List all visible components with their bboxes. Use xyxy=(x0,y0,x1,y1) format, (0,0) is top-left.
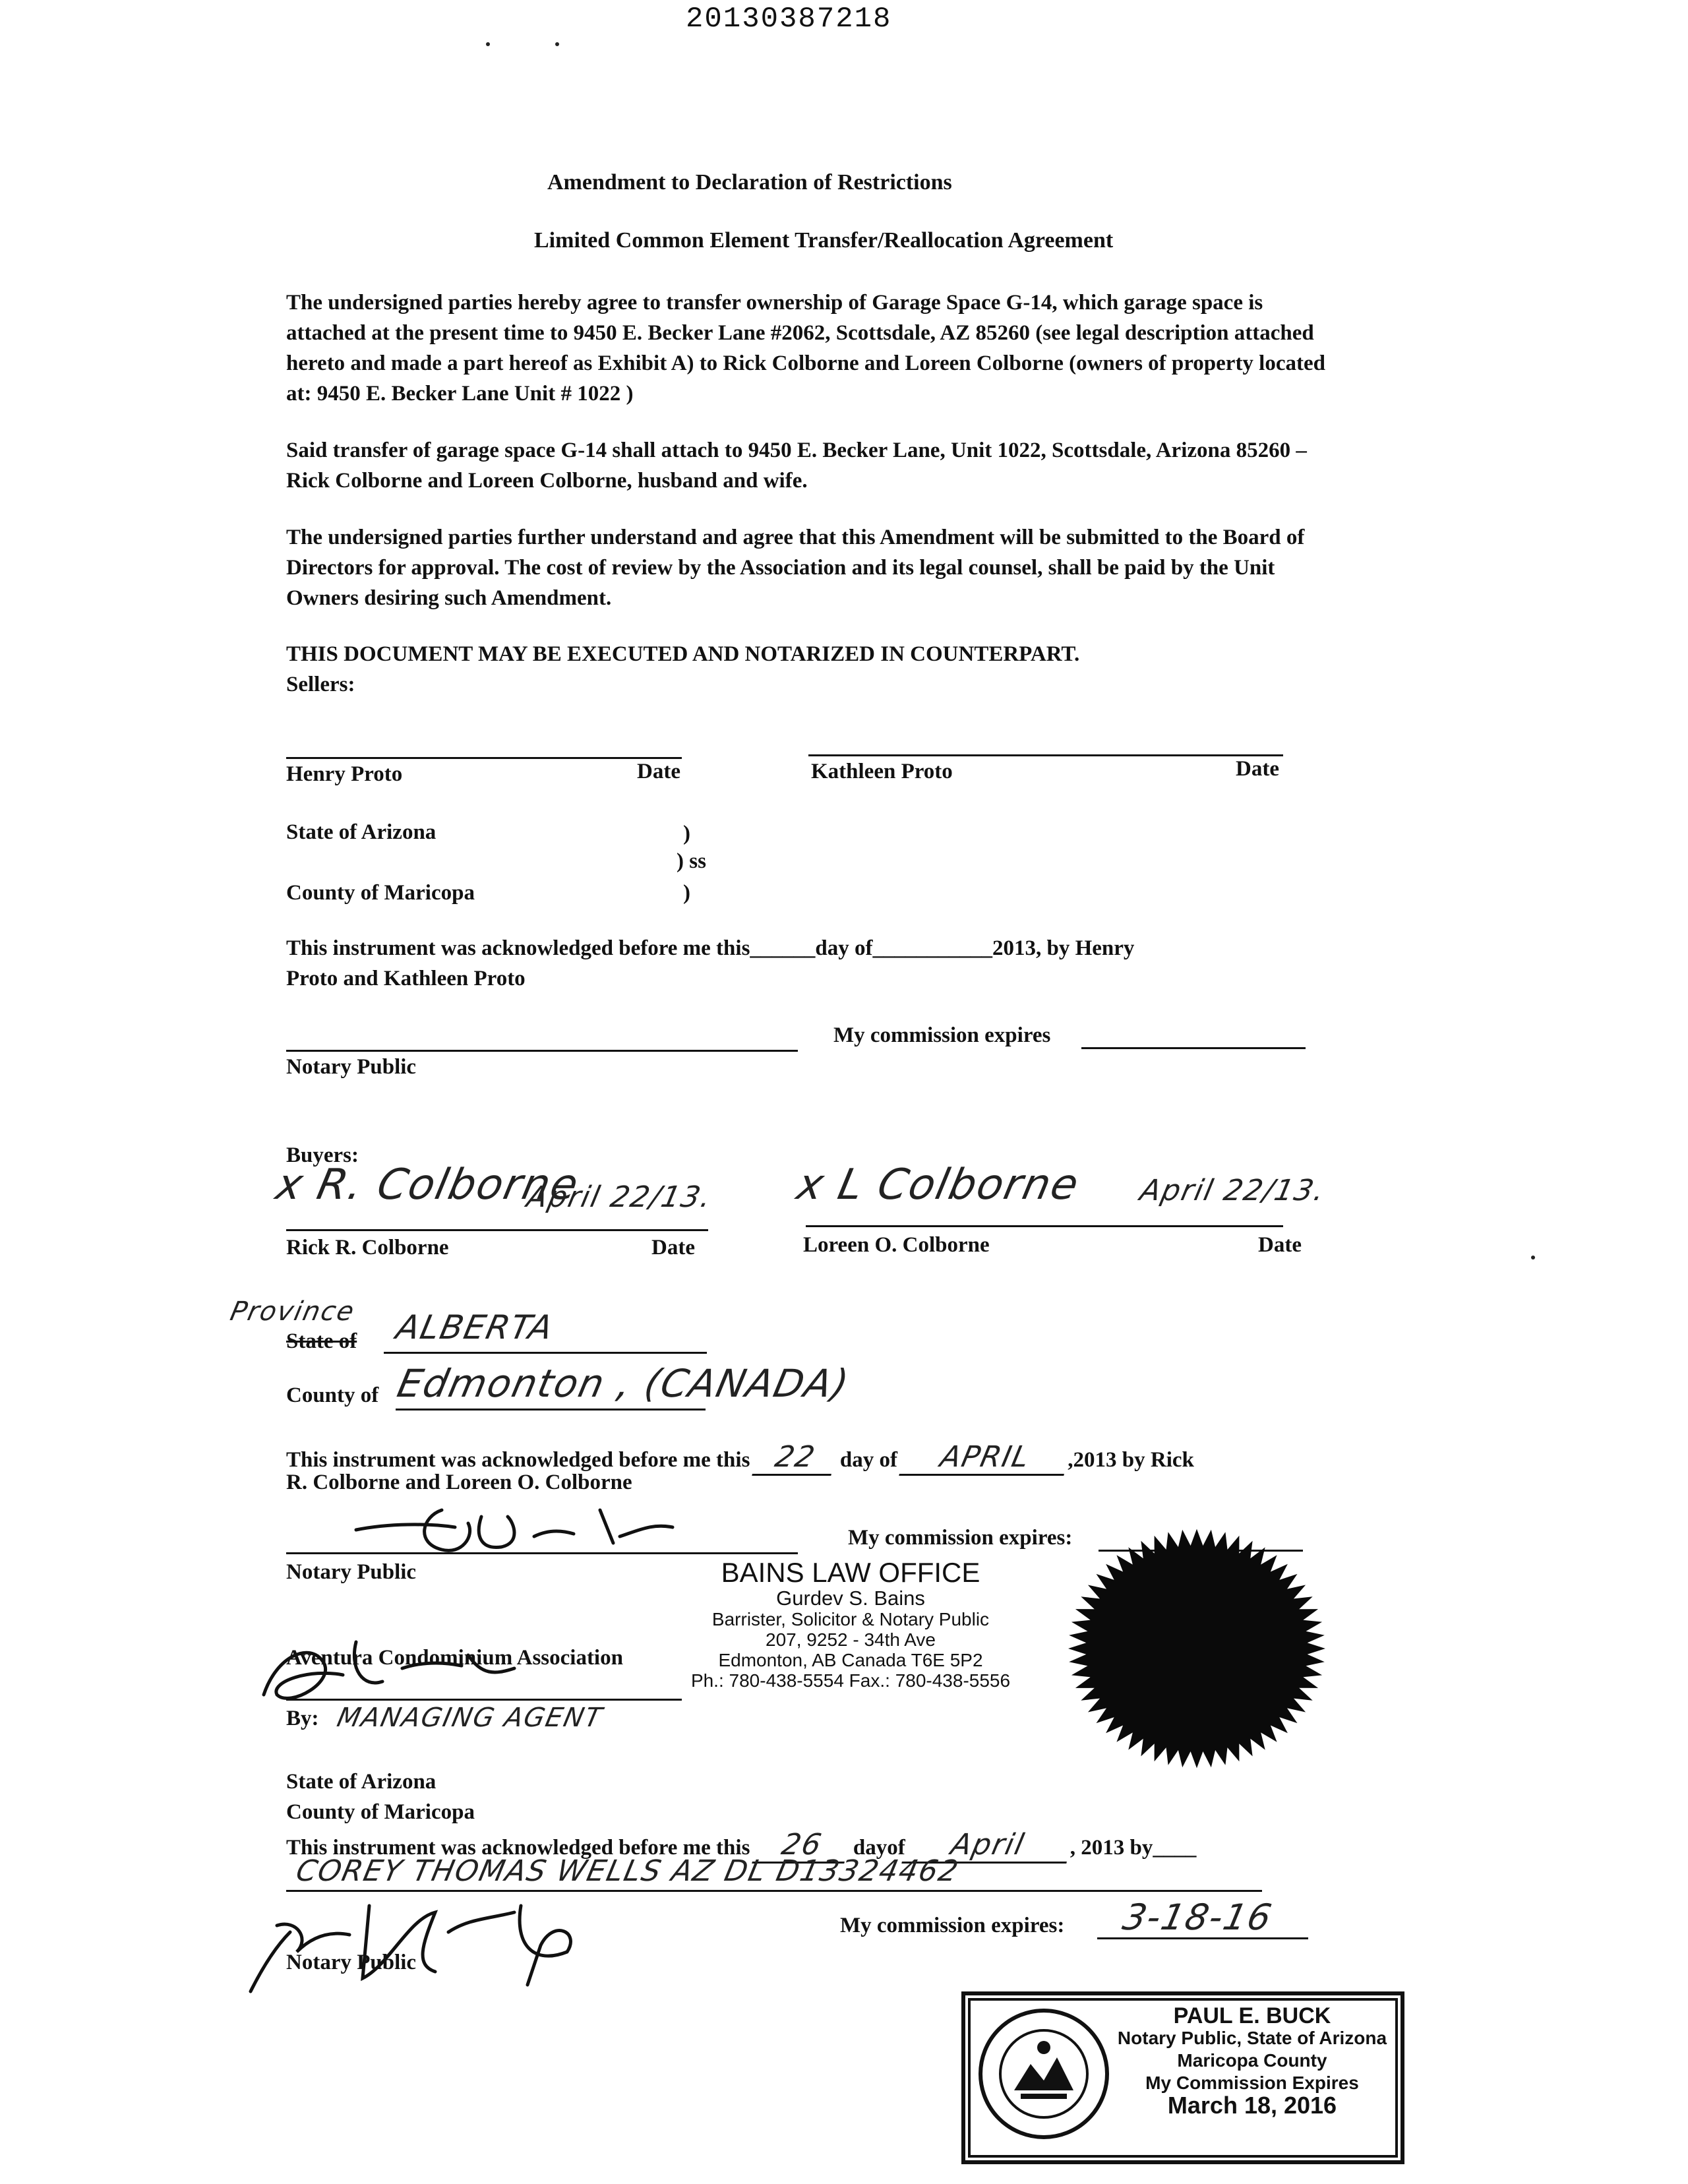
document-subtitle: Limited Common Element Transfer/Reallocation Agreement xyxy=(534,228,1114,253)
seller1-name: Henry Proto xyxy=(286,762,403,786)
buyers-county-value: Edmonton , (CANADA) xyxy=(393,1361,854,1406)
association-county: County of Maricopa xyxy=(286,1800,475,1824)
seller1-signature-line xyxy=(286,757,682,759)
office-phone: Ph.: 780-438-5554 Fax.: 780-438-5556 xyxy=(690,1670,1011,1691)
buyer1-name: Rick R. Colborne xyxy=(286,1236,449,1259)
office-name: BAINS LAW OFFICE xyxy=(721,1557,980,1588)
ack-text: dayof xyxy=(853,1836,905,1860)
association-signature-line xyxy=(286,1699,682,1701)
sellers-notary-label: Notary Public xyxy=(286,1055,417,1079)
buyer2-signature xyxy=(793,1161,1084,1209)
buyers-state-value: ALBERTA xyxy=(392,1308,558,1347)
association-notary-label: Notary Public xyxy=(286,1951,417,1974)
scan-speck xyxy=(555,42,559,46)
buyers-county-label: County of xyxy=(286,1383,379,1407)
sellers-acknowledgment-names: Proto and Kathleen Proto xyxy=(286,967,526,990)
notary-name: PAUL E. BUCK xyxy=(1173,2003,1331,2028)
notary-title: Notary Public, State of Arizona xyxy=(1117,2028,1387,2048)
buyers-commission-label: My commission expires: xyxy=(848,1526,1073,1550)
ack-day: 22 xyxy=(752,1440,838,1476)
notary-county: Maricopa County xyxy=(1177,2050,1327,2071)
association-by-label xyxy=(286,1707,319,1731)
ack-day: 26 xyxy=(752,1828,851,1864)
venue-ss: ) ss xyxy=(677,849,706,873)
association-by-handwritten: MANAGING AGENT xyxy=(334,1703,606,1733)
office-notary-name: Gurdev S. Bains xyxy=(776,1587,925,1610)
seller2-name: Kathleen Proto xyxy=(811,760,953,783)
venue-paren: ) xyxy=(683,881,690,905)
state-word: State of xyxy=(286,1329,357,1353)
ack-text: This instrument was acknowledged before me this xyxy=(286,1448,750,1472)
office-notary-title: Barrister, Solicitor & Notary Public xyxy=(711,1609,990,1629)
sellers-commission-label: My commission expires xyxy=(833,1023,1051,1047)
buyer1-date-label: Date xyxy=(651,1236,695,1259)
buyers-notary-signature-line xyxy=(286,1552,798,1554)
association-state: State of Arizona xyxy=(286,1770,437,1794)
office-address-line2: Edmonton, AB Canada T6E 5P2 xyxy=(718,1650,983,1670)
signature-mark: x xyxy=(793,1161,829,1209)
signature-mark: x xyxy=(272,1161,309,1209)
notary-commission-label: My Commission Expires xyxy=(1145,2073,1359,2093)
ack-text: day of xyxy=(839,1448,898,1472)
association-commission-label: My commission expires: xyxy=(840,1914,1065,1937)
venue-paren: ) xyxy=(683,822,690,845)
ack-text: ,2013 by Rick xyxy=(1068,1448,1194,1472)
seller2-date-label: Date xyxy=(1236,757,1279,781)
sellers-state: State of Arizona xyxy=(286,820,437,844)
association-label: Aventura Condominium Association xyxy=(286,1646,623,1670)
paragraph-attach: Said transfer of garage space G-14 shall attach to 9450 E. Becker Lane, Unit 1022, Scottsdale, Arizona 85260 – Rick Colborne and Loreen Colborne, husband and wife. xyxy=(286,439,1307,493)
notary-commission-date: March 18, 2016 xyxy=(1167,2092,1337,2119)
scan-speck xyxy=(486,42,490,46)
buyer2-signature-date: April 22/13. xyxy=(1137,1174,1329,1207)
buyer2-signature-line xyxy=(806,1225,1283,1227)
buyers-county-line xyxy=(396,1409,706,1410)
by-text: By: xyxy=(286,1707,319,1730)
document-number: 20130387218 xyxy=(686,3,892,36)
paragraph-transfer: The undersigned parties hereby agree to transfer ownership of Garage Space G-14, which garage space is attached at the present time to 9450 E. Becker Lane #2062, Scottsdale, AZ 85260 (see legal description attached hereto and made a part hereof as Exhibit A) to Rick Colborne and Loreen Colborne (owners of property located at: 9450 E. Becker Lane Unit # 1022 ) xyxy=(286,291,1325,406)
province-handwritten: Province xyxy=(227,1296,358,1327)
ack-text: , 2013 by____ xyxy=(1070,1836,1197,1860)
signature-text: L Colborne xyxy=(833,1161,1084,1209)
state-seal-icon xyxy=(975,2005,1113,2143)
association-notary-signature xyxy=(237,1893,646,1998)
association-person-line xyxy=(286,1890,1262,1892)
counterpart-notice: THIS DOCUMENT MAY BE EXECUTED AND NOTARIZED IN COUNTERPART. xyxy=(286,642,1080,666)
sellers-commission-line xyxy=(1081,1047,1306,1049)
association-commission-line xyxy=(1097,1937,1308,1939)
buyer1-signature-date: April 22/13. xyxy=(524,1180,715,1214)
sellers-county: County of Maricopa xyxy=(286,881,475,905)
office-address-line1: 207, 9252 - 34th Ave xyxy=(766,1629,936,1650)
notary-embossed-seal xyxy=(1055,1517,1339,1780)
association-signature xyxy=(251,1629,528,1714)
buyer2-name: Loreen O. Colborne xyxy=(803,1233,990,1257)
association-commission-date: 3-18-16 xyxy=(1119,1896,1277,1938)
buyers-notary-label: Notary Public xyxy=(286,1560,417,1584)
seller2-signature-line xyxy=(808,754,1283,756)
ack-month: APRIL xyxy=(899,1440,1071,1476)
ack-text: This instrument was acknowledged before me this xyxy=(286,1836,750,1860)
sellers-notary-signature-line xyxy=(286,1050,798,1052)
seller1-date-label: Date xyxy=(637,760,680,783)
buyer1-signature-line xyxy=(286,1229,708,1231)
paragraph-approval: The undersigned parties further understand and agree that this Amendment will be submitted to the Board of Directors for approval. The cost of review by the Association and its legal counsel, shall be paid by the Unit Owners desiring such Amendment. xyxy=(286,526,1305,610)
buyers-state-label xyxy=(286,1329,357,1354)
ack-month: April xyxy=(901,1828,1073,1864)
law-office-stamp xyxy=(666,1558,1035,1691)
association-acknowledged-person: COREY THOMAS WELLS AZ DL D13324462 xyxy=(293,1854,963,1888)
signature-text: R. Colborne xyxy=(313,1161,584,1209)
sellers-acknowledgment: This instrument was acknowledged before me this______day of___________2013, by Henry xyxy=(286,936,1135,960)
buyers-acknowledgment-names: R. Colborne and Loreen O. Colborne xyxy=(286,1471,632,1494)
notary-stamp xyxy=(961,1991,1404,2164)
buyers-state-line xyxy=(384,1352,707,1354)
notary-stamp-text xyxy=(1110,2005,1394,2117)
scan-speck xyxy=(1531,1256,1535,1259)
sellers-label: Sellers: xyxy=(286,673,355,696)
document-title: Amendment to Declaration of Restrictions xyxy=(547,170,952,195)
buyer2-date-label: Date xyxy=(1258,1233,1302,1257)
buyers-label: Buyers: xyxy=(286,1143,359,1167)
